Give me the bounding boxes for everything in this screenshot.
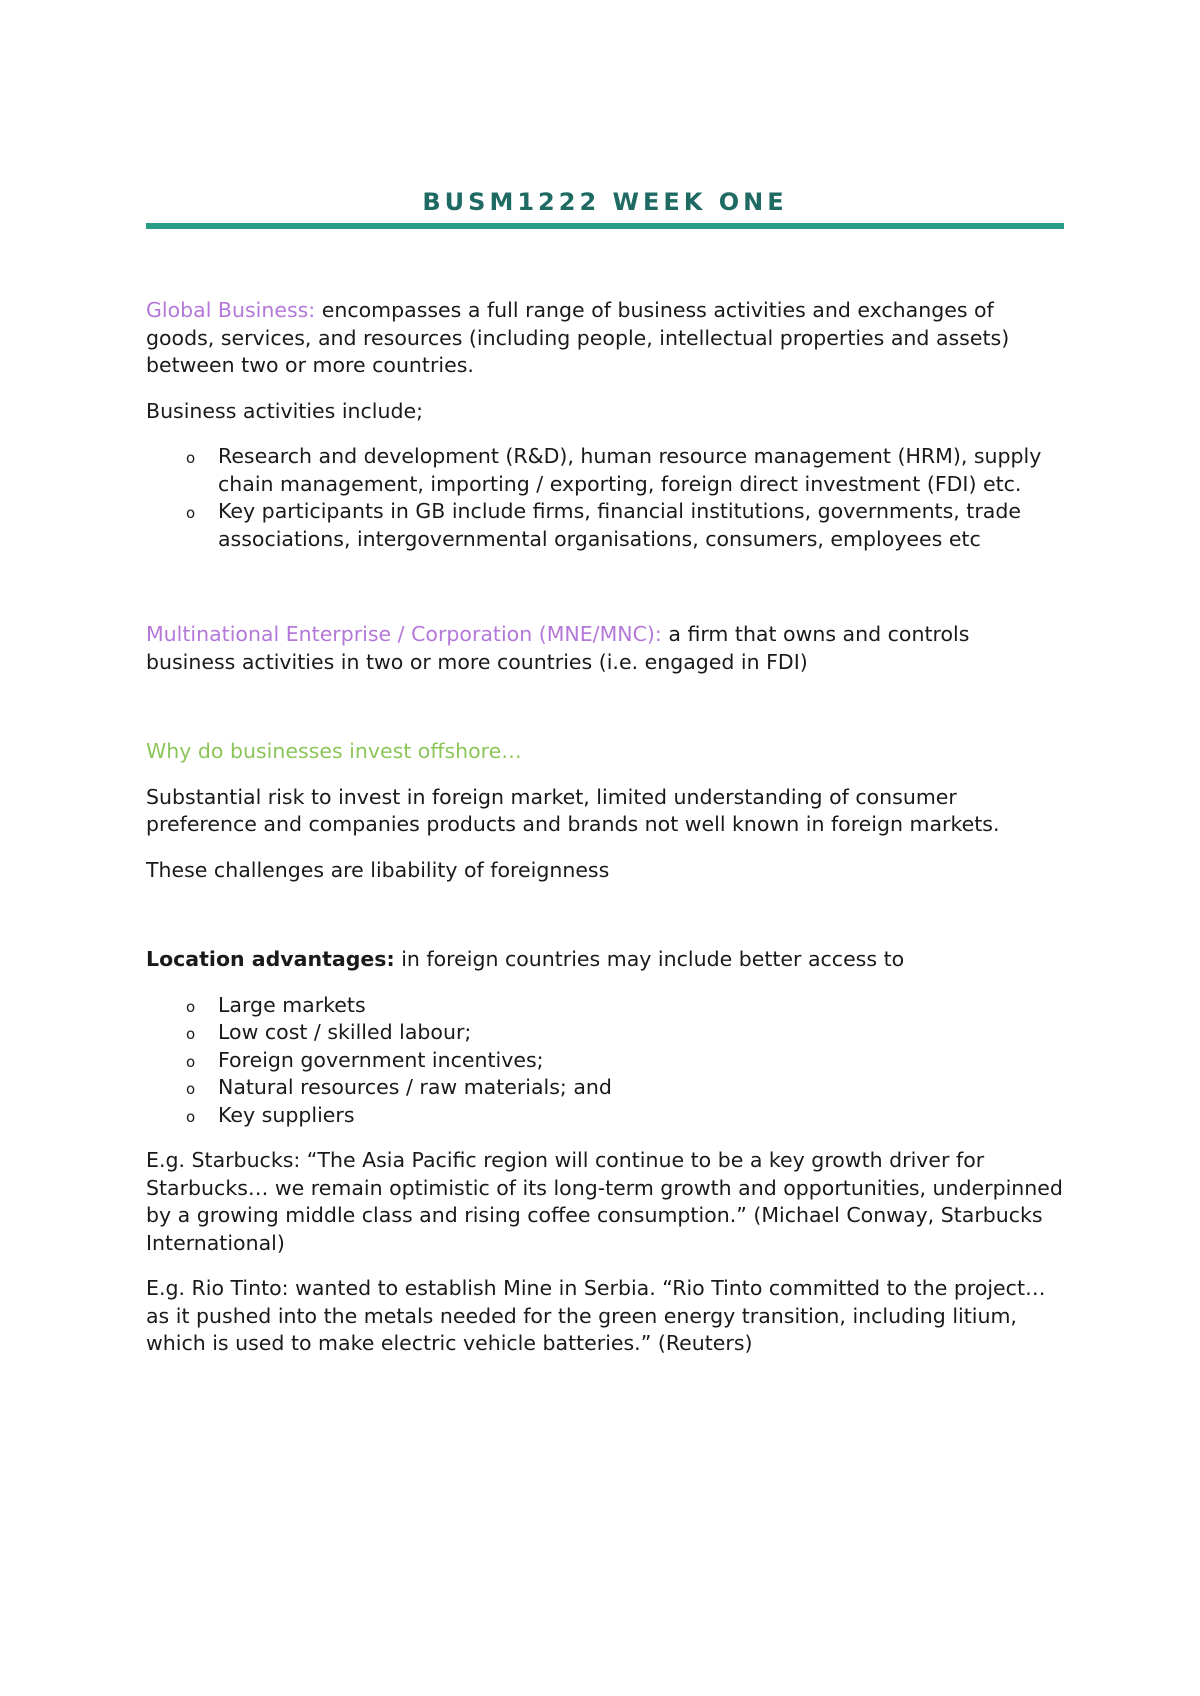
list-item [146,498,1064,553]
list-item [146,1074,1064,1102]
mne-term: Multinational Enterprise / Corporation (MNE/MNC): [146,622,662,646]
spacer [146,902,1064,946]
risk-paragraph: Substantial risk to invest in foreign market, limited understanding of consumer preference and companies products and brands not well known in foreign markets. [146,784,1000,836]
starbucks-example: E.g. Starbucks: “The Asia Pacific region will continue to be a key growth driver for Starbucks… we remain optimistic of its long-term growth and opportunities, underpinned by a growing middle class and rising coffee consumption.” (Michael Conway, Starbucks International) [146,1148,1063,1255]
bullet-icon: o [186,449,196,467]
spacer [146,571,1064,621]
list-item-text: Foreign government incentives; [218,1047,544,1072]
mne-definition: a firm that owns and controls business activities in two or more countries (i.e. engaged in FDI) [146,622,970,674]
bullet-icon: o [186,997,196,1016]
list-item [146,443,1064,498]
location-advantages-list [146,992,1064,1130]
global-business-paragraph [146,297,1064,380]
location-advantages-term: Location advantages: [146,947,395,971]
title-underline [146,223,1064,229]
list-item-text: Low cost / skilled labour; [218,1020,472,1044]
bullet-icon: o [186,1052,196,1071]
liability-paragraph: These challenges are libability of foreignness [146,857,610,882]
business-activities-list [146,443,1064,553]
mne-paragraph [146,621,1064,676]
bullet-icon: o [186,1107,196,1126]
list-item-text: Key suppliers [218,1102,355,1127]
bullet-icon: o [186,1080,196,1098]
list-item [146,992,1064,1020]
location-advantages-paragraph [146,946,1064,974]
business-activities-intro: Business activities include; [146,398,424,423]
document-page [146,188,1064,1376]
list-item [146,1047,1064,1075]
list-item [146,1102,1064,1130]
list-item-text: Natural resources / raw materials; and [218,1075,612,1099]
list-item-text: Research and development (R&D), human resource management (HRM), supply chain management, importing / exporting, foreign direct investment (FDI) etc. [218,444,1042,496]
bullet-icon: o [186,504,196,522]
global-business-term: Global Business: [146,298,316,322]
global-business-definition: encompasses a full range of business activities and exchanges of goods, services, and resources (including people, intellectual properties and assets) between two or more countries. [146,298,1010,377]
why-invest-heading: Why do businesses invest offshore… [146,739,522,763]
list-item [146,1019,1064,1047]
list-item-text: Large markets [218,992,366,1017]
bullet-icon: o [186,1025,196,1043]
list-item-text: Key participants in GB include firms, financial institutions, governments, trade associations, intergovernmental organisations, consumers, employees etc [218,499,1021,551]
location-advantages-text: in foreign countries may include better access to [394,947,905,971]
spacer [146,694,1064,738]
rio-tinto-example: E.g. Rio Tinto: wanted to establish Mine in Serbia. “Rio Tinto committed to the project… as it pushed into the metals needed for the green energy transition, including litium, which is used to make electric vehicle batteries.” (Reuters) [146,1276,1046,1355]
page-title: BUSM1222 WEEK ONE [422,188,788,216]
